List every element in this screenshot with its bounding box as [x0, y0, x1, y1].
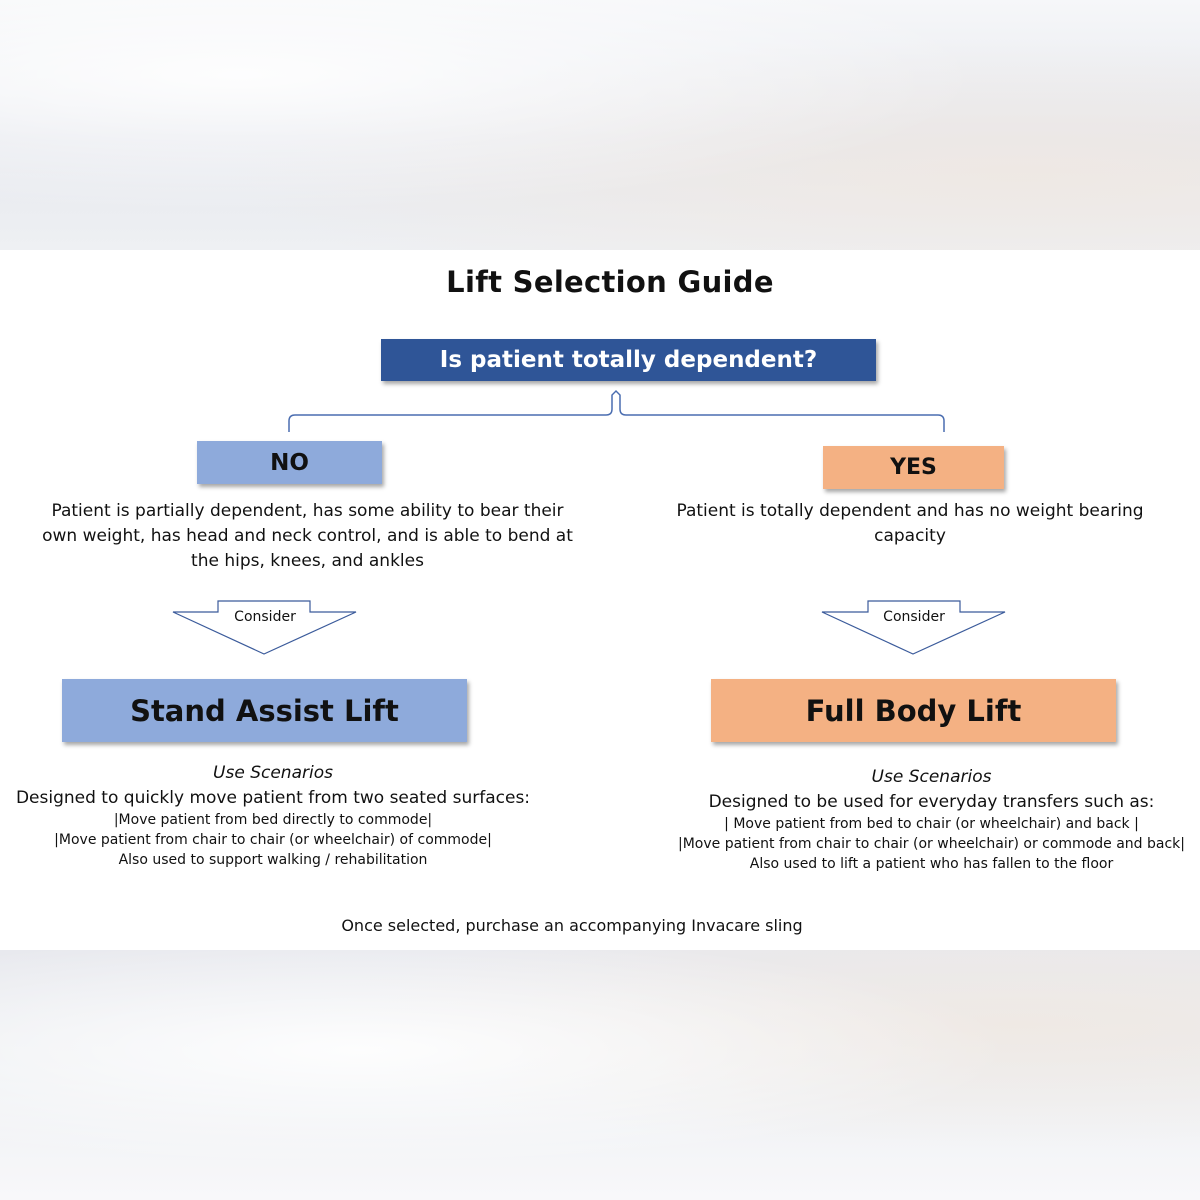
yes-scenario-line: |Move patient from chair to chair (or wheelchair) or commode and back|	[678, 836, 1185, 852]
consider-label-right: Consider	[883, 609, 945, 625]
footer-note: Once selected, purchase an accompanying Invacare sling	[341, 916, 803, 935]
yes-scenario-line: | Move patient from bed to chair (or wheelchair) and back |	[724, 816, 1139, 832]
no-scenario-line: |Move patient from bed directly to commode|	[113, 812, 433, 828]
no-scenario-line: |Move patient from chair to chair (or wheelchair) of commode|	[54, 832, 492, 848]
brace-connector	[289, 391, 944, 432]
yes-scenarios-main: Designed to be used for everyday transfers such as:	[708, 792, 1155, 812]
full-body-lift-box: Full Body Lift	[711, 679, 1116, 742]
no-description: Patient is partially dependent, has some ability to bear their own weight, has head and neck control, and is able to bend at the hips, knees, and ankles	[42, 501, 573, 571]
yes-scenario-line: Also used to lift a patient who has fallen to the floor	[749, 856, 1114, 872]
stand-assist-lift-box: Stand Assist Lift	[62, 679, 467, 742]
question-box: Is patient totally dependent?	[381, 339, 876, 381]
page-title: Lift Selection Guide	[446, 265, 774, 299]
no-answer-box: NO	[197, 441, 382, 484]
no-scenario-line: Also used to support walking / rehabilitation	[118, 852, 428, 868]
no-scenarios-main: Designed to quickly move patient from two seated surfaces:	[15, 788, 531, 808]
yes-answer-box: YES	[823, 446, 1004, 489]
yes-description: Patient is totally dependent and has no weight bearing capacity	[676, 501, 1144, 546]
consider-label-left: Consider	[234, 609, 296, 625]
no-scenarios-heading: Use Scenarios	[213, 763, 333, 783]
yes-scenarios-heading: Use Scenarios	[871, 767, 992, 787]
